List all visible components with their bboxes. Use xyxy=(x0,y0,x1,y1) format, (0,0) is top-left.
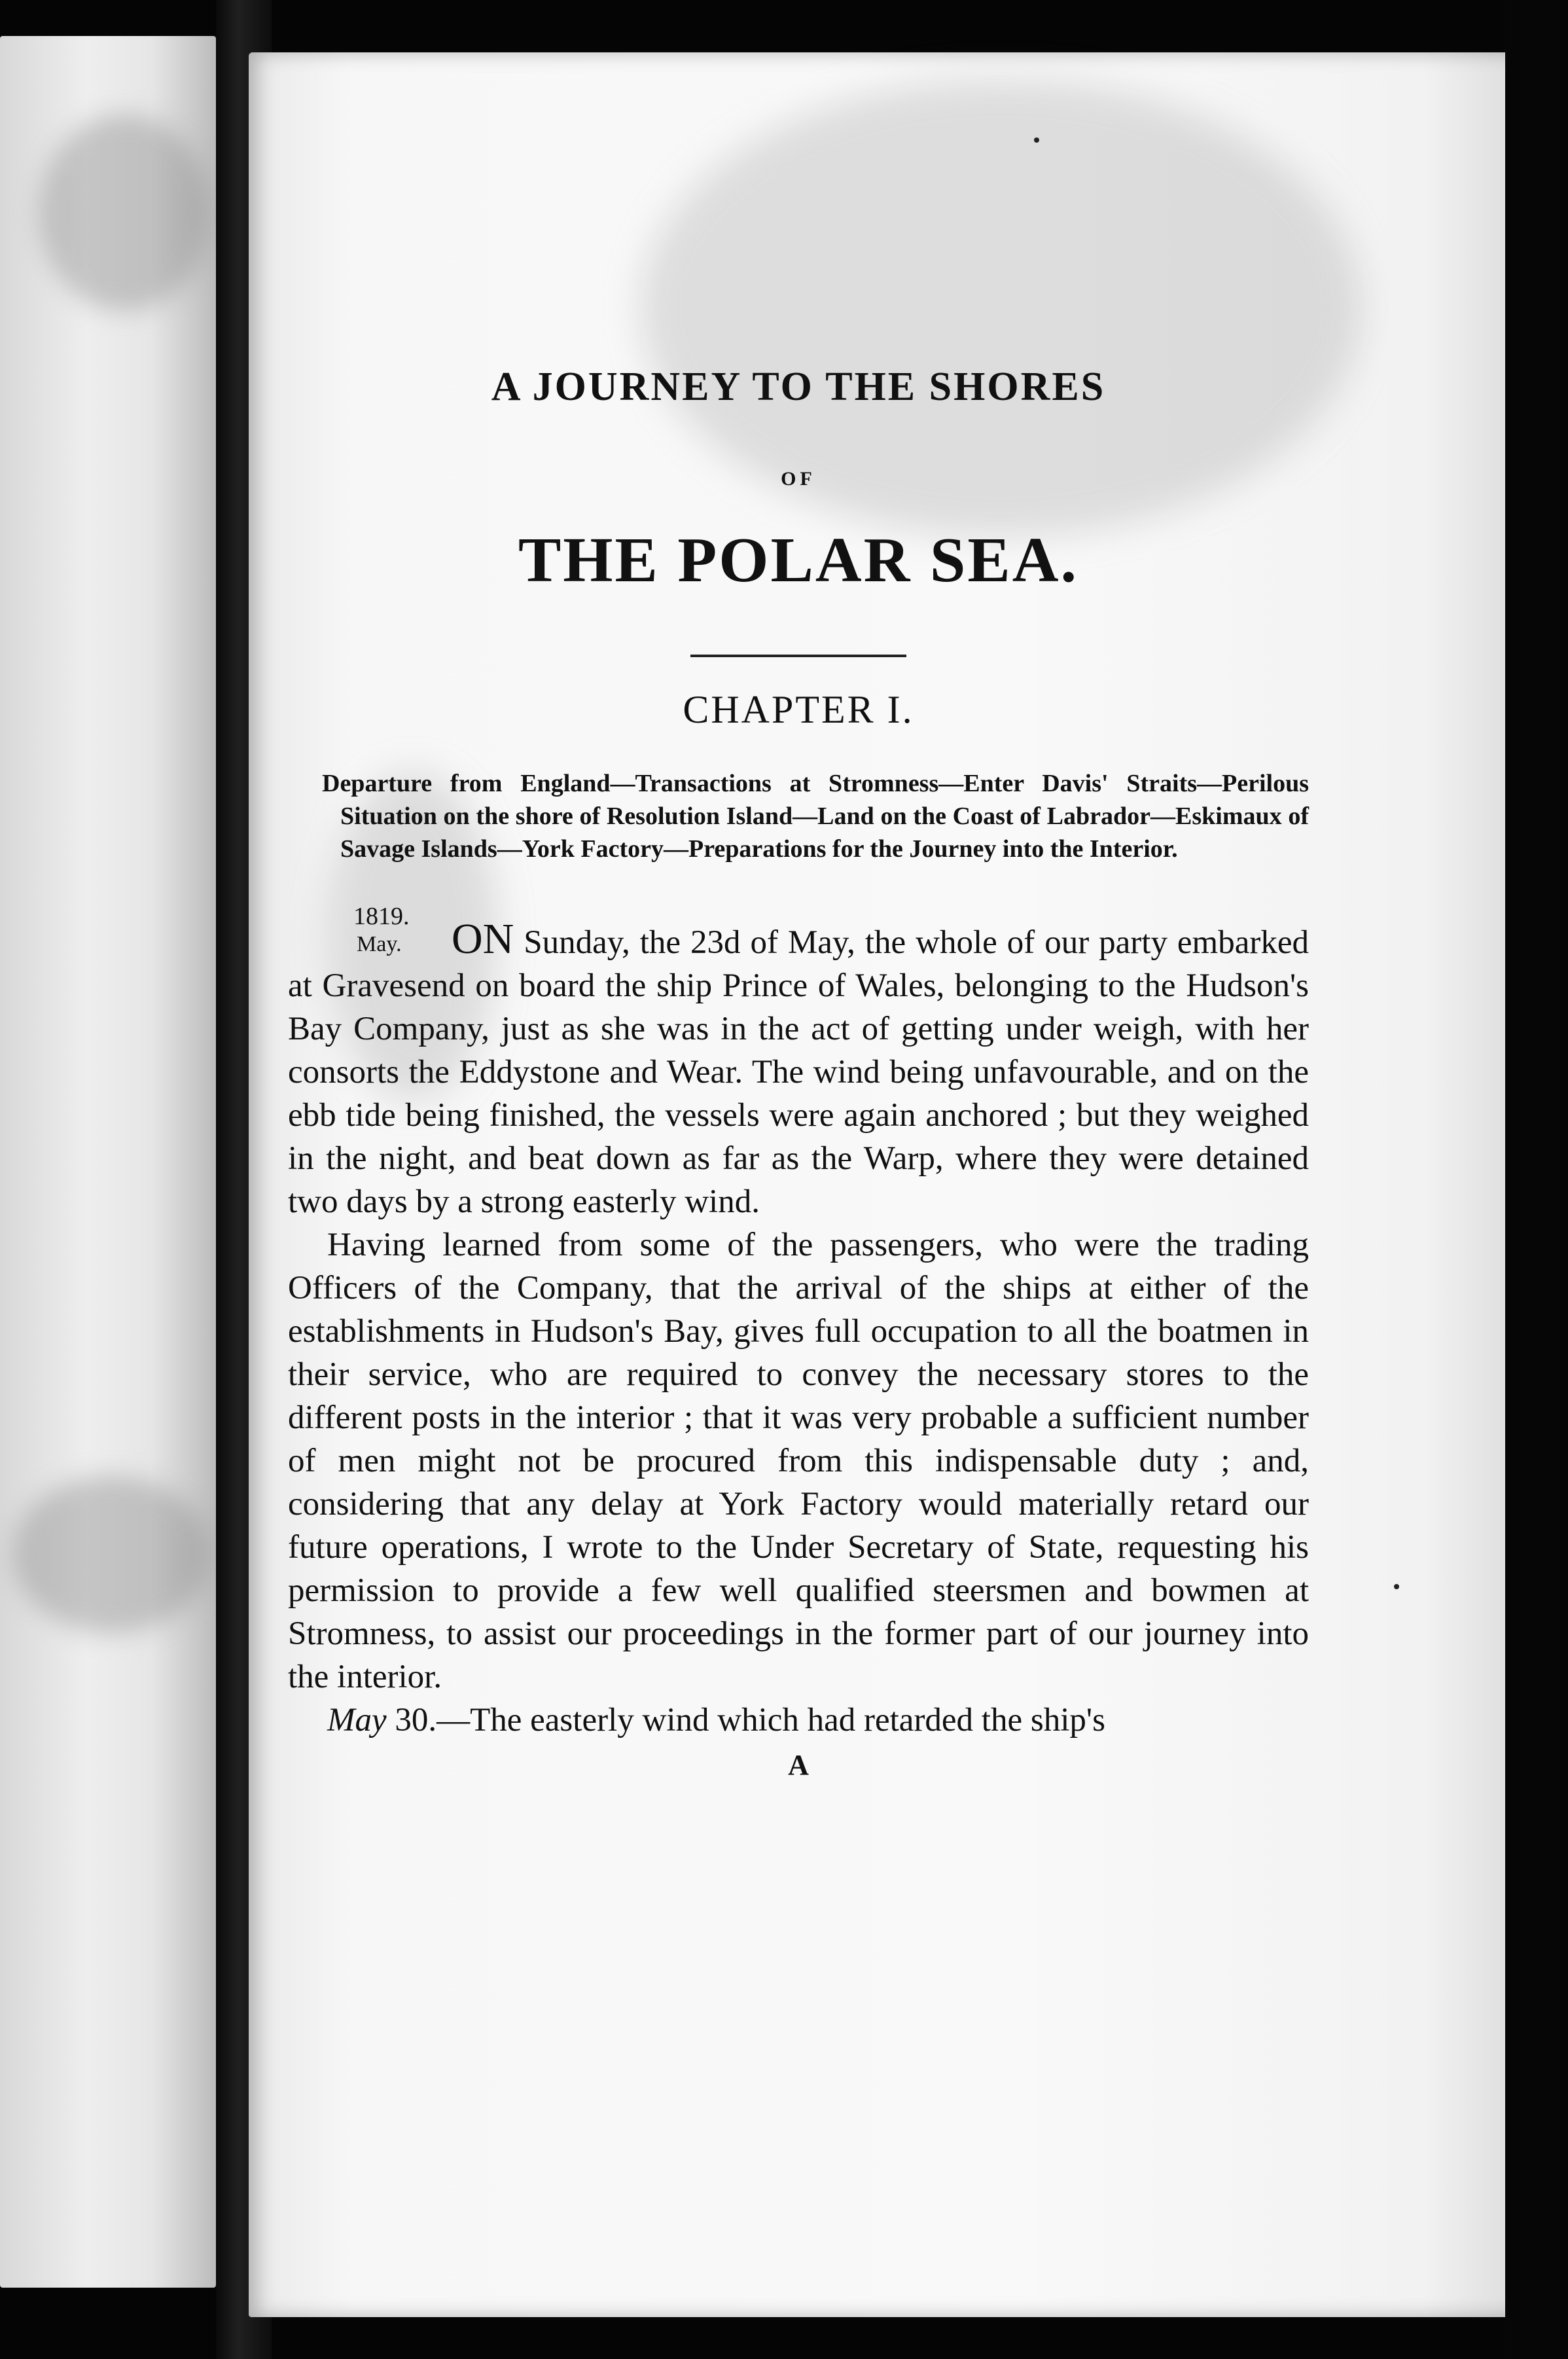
book-main-title: THE POLAR SEA. xyxy=(518,525,1079,596)
book-title-of: OF xyxy=(781,468,816,490)
chapter-heading: CHAPTER I. xyxy=(683,688,914,731)
page-stain xyxy=(13,1476,209,1633)
title-rule xyxy=(690,655,906,657)
ink-speck xyxy=(1034,137,1039,143)
facing-page xyxy=(0,36,216,2288)
drop-cap: ON xyxy=(452,915,514,963)
paragraph-text: Sunday, the 23d of May, the whole of our party embarked at Gravesend on board the ship Prince of Wales, belonging to the Hudson's Bay Company, just as she was in the act of getting under weigh, with her consorts the Eddystone and Wear. The wind being unfavourable, and on the ebb tide being finished, the vessels were again anchored ; but they weighed in the night, and beat down as far as the Warp, where they were detained two days by a strong easterly wind. xyxy=(288,924,1309,1220)
body-text xyxy=(288,903,1309,1742)
ink-speck xyxy=(1394,1584,1399,1589)
book-title-line: A JOURNEY TO THE SHORES xyxy=(491,365,1106,409)
paragraph xyxy=(288,1699,1309,1742)
margin-year: 1819. xyxy=(353,903,410,930)
date-run: May xyxy=(327,1702,387,1738)
background-edge xyxy=(1505,0,1568,2359)
paragraph-text: 30.—The easterly wind which had retarded the ship's xyxy=(386,1702,1105,1738)
paragraph: Having learned from some of the passengers, who were the trading Officers of the Company, that the arrival of the ships at either of the establishments in Hudson's Bay, gives full occupation to all the boatmen in their service, who are required to convey the necessary stores to the different posts in the interior ; that it was very probable a sufficient number of men might not be procured from this indispensable duty ; and, considering that any delay at York Factory would materially retard our future operations, I wrote to the Under Secretary of State, requesting his permission to provide a few well qualified steersmen and bowmen at Stromness, to assist our proceedings in the former part of our journey into the interior. xyxy=(288,1227,1309,1695)
margin-month: May. xyxy=(357,932,402,956)
page-text xyxy=(288,367,1309,1782)
signature-mark: A xyxy=(788,1749,809,1781)
page-stain xyxy=(39,115,209,311)
chapter-summary: Departure from England—Transactions at Stromness—Enter Davis' Straits—Perilous Situation on the shore of Resolution Island—Land on the Coast of Labrador—Eskimaux of Savage Islands—York Factory—Preparations for the Journey into the Interior. xyxy=(322,770,1309,863)
